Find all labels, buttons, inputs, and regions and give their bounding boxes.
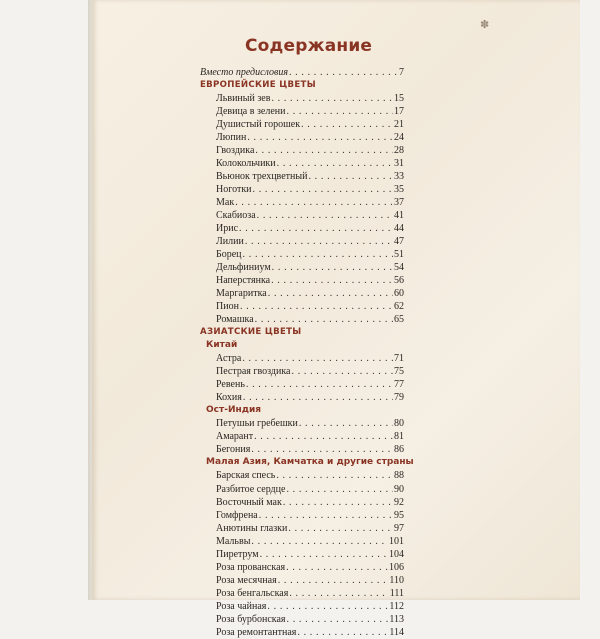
toc-leader-dots — [259, 509, 393, 522]
toc-leader-dots — [243, 248, 393, 261]
toc-entry-page: 28 — [394, 145, 404, 157]
toc-entry-label: Ревень — [216, 379, 245, 391]
toc-entry-label: Наперстянка — [216, 275, 271, 287]
toc-leader-dots — [271, 274, 393, 287]
toc-entry-label: Дельфиниум — [216, 262, 271, 274]
china-list — [200, 352, 404, 404]
toc-leader-dots — [243, 391, 393, 404]
toc-entry-label: Борец — [216, 249, 242, 261]
toc-entry-page: 71 — [394, 353, 404, 365]
toc-entry-label: Роза чайная — [216, 600, 267, 612]
toc-entry — [200, 378, 404, 391]
toc-leader-dots — [286, 561, 388, 574]
toc-leader-dots — [260, 548, 388, 561]
toc-entry-label: Мак — [216, 197, 235, 209]
toc-entry — [200, 430, 404, 443]
toc-entry-page: 110 — [389, 574, 404, 586]
toc-leader-dots — [251, 443, 393, 456]
toc-entry-page: 90 — [394, 483, 404, 495]
toc-entry-page: 31 — [394, 158, 404, 170]
toc-leader-dots — [299, 417, 393, 430]
toc-entry-page: 44 — [394, 223, 404, 235]
toc-entry-page: 79 — [394, 392, 404, 404]
toc-leader-dots — [255, 144, 393, 157]
toc-entry-label: Колокольчики — [216, 158, 276, 170]
toc-entry-page: 95 — [394, 509, 404, 521]
toc-leader-dots — [242, 352, 393, 365]
toc-entry-page: 65 — [394, 314, 404, 326]
toc-entry — [200, 600, 404, 613]
toc-entry-label: Роза бурбонская — [216, 613, 286, 625]
toc-entry-label: Ноготки — [216, 184, 252, 196]
toc-leader-dots — [257, 209, 393, 222]
toc-entry — [200, 613, 404, 626]
toc-leader-dots — [289, 66, 398, 79]
toc-entry — [200, 287, 404, 300]
toc-leader-dots — [286, 483, 393, 496]
toc-entry-intro — [200, 66, 404, 79]
toc-leader-dots — [240, 300, 393, 313]
toc-entry — [200, 483, 404, 496]
toc-entry-label: Ирис — [216, 223, 239, 235]
toc-entry-label: Вьюнок трехцветный — [216, 171, 308, 183]
toc-entry-label: Роза прованская — [216, 561, 286, 573]
toc-entry-page: 92 — [394, 496, 404, 508]
toc-leader-dots — [254, 430, 393, 443]
east-indies-list — [200, 417, 404, 456]
toc-entry — [200, 222, 404, 235]
toc-leader-dots — [288, 522, 393, 535]
toc-entry — [200, 313, 404, 326]
subsection-heading-east-indies: Ост-Индия — [206, 405, 262, 416]
toc-leader-dots — [271, 92, 393, 105]
toc-entry-label: Маргаритка — [216, 288, 267, 300]
toc-entry-label: Бегония — [216, 444, 251, 456]
toc-entry-label: Душистый горошек — [216, 119, 301, 131]
toc-leader-dots — [246, 378, 393, 391]
toc-entry — [200, 274, 404, 287]
toc-entry — [200, 626, 404, 639]
toc-entry-page: 101 — [389, 535, 404, 547]
toc-leader-dots — [239, 222, 393, 235]
toc-entry-label: Анютины глазки — [216, 522, 288, 534]
toc-leader-dots — [245, 235, 393, 248]
toc-entry-page: 77 — [394, 379, 404, 391]
table-of-contents — [200, 66, 414, 639]
toc-entry — [200, 170, 404, 183]
toc-entry-page: 106 — [389, 561, 404, 573]
toc-entry-page: 7 — [399, 67, 404, 78]
toc-entry-label: Девица в зелени — [216, 106, 286, 118]
toc-entry-page: 37 — [394, 197, 404, 209]
toc-entry — [200, 157, 404, 170]
toc-entry-page: 56 — [394, 275, 404, 287]
toc-entry-label: Роза месячная — [216, 574, 277, 586]
toc-entry-page: 54 — [394, 262, 404, 274]
toc-entry-page: 114 — [389, 626, 404, 638]
toc-entry-label: Восточный мак — [216, 496, 282, 508]
toc-entry-label: Гомфрена — [216, 509, 258, 521]
toc-entry — [200, 92, 404, 105]
toc-entry-page: 60 — [394, 288, 404, 300]
toc-entry — [200, 261, 404, 274]
toc-entry — [200, 352, 404, 365]
toc-entry-label: Роза ремонтантная — [216, 626, 297, 638]
toc-leader-dots — [292, 365, 394, 378]
toc-leader-dots — [287, 613, 389, 626]
toc-entry — [200, 535, 404, 548]
toc-leader-dots — [272, 261, 393, 274]
toc-leader-dots — [253, 183, 393, 196]
toc-entry-label: Пиретрум — [216, 548, 259, 560]
toc-entry-label: Петушьи гребешки — [216, 418, 298, 430]
ornament-icon: ✽ — [480, 19, 490, 31]
toc-entry — [200, 587, 404, 600]
toc-leader-dots — [255, 313, 393, 326]
toc-entry-page: 24 — [394, 132, 404, 144]
toc-leader-dots — [308, 170, 393, 183]
toc-leader-dots — [251, 535, 388, 548]
toc-entry-page: 113 — [389, 613, 404, 625]
toc-entry-label: Барская спесь — [216, 470, 276, 482]
toc-entry-label: Разбитое сердце — [216, 483, 286, 495]
toc-entry-page: 33 — [394, 171, 404, 183]
toc-entry — [200, 209, 404, 222]
toc-entry-label: Пестрая гвоздика — [216, 366, 291, 378]
toc-entry — [200, 574, 404, 587]
section-heading-european: ЕВРОПЕЙСКИЕ ЦВЕТЫ — [200, 80, 316, 91]
toc-entry-page: 51 — [394, 249, 404, 261]
toc-entry — [200, 522, 404, 535]
page-title: Содержание — [245, 36, 373, 56]
toc-entry — [200, 196, 404, 209]
toc-entry-label: Роза бенгальская — [216, 587, 289, 599]
toc-entry — [200, 183, 404, 196]
toc-entry-page: 86 — [394, 444, 404, 456]
toc-leader-dots — [287, 105, 394, 118]
toc-entry — [200, 248, 404, 261]
toc-entry-label: Вместо предисловия — [200, 67, 288, 78]
toc-leader-dots — [297, 626, 388, 639]
toc-leader-dots — [267, 600, 388, 613]
toc-entry-page: 62 — [394, 301, 404, 313]
toc-entry-label: Мальвы — [216, 535, 251, 547]
toc-entry-label: Ромашка — [216, 314, 254, 326]
section-heading-asian: АЗИАТСКИЕ ЦВЕТЫ — [200, 327, 302, 338]
toc-entry-page: 97 — [394, 522, 404, 534]
toc-leader-dots — [276, 469, 393, 482]
toc-leader-dots — [278, 574, 389, 587]
toc-leader-dots — [235, 196, 393, 209]
toc-leader-dots — [268, 287, 393, 300]
toc-entry — [200, 391, 404, 404]
toc-entry — [200, 417, 404, 430]
toc-entry-page: 15 — [394, 93, 404, 105]
toc-entry-page: 104 — [389, 548, 404, 560]
toc-entry-page: 35 — [394, 184, 404, 196]
toc-leader-dots — [277, 157, 393, 170]
toc-entry — [200, 300, 404, 313]
toc-entry-label: Лилии — [216, 236, 244, 248]
toc-entry — [200, 118, 404, 131]
toc-entry — [200, 443, 404, 456]
toc-entry-label: Гвоздика — [216, 145, 255, 157]
subsection-heading-asia-minor: Малая Азия, Камчатка и другие страны — [206, 457, 414, 468]
toc-entry — [200, 235, 404, 248]
toc-entry-page: 75 — [394, 366, 404, 378]
toc-entry-label: Львиный зев — [216, 93, 271, 105]
european-list — [200, 92, 404, 326]
toc-entry-label: Астра — [216, 353, 242, 365]
toc-entry — [200, 548, 404, 561]
toc-entry-page: 80 — [394, 418, 404, 430]
asia-minor-list — [200, 469, 404, 638]
toc-entry-label: Скабиоза — [216, 210, 256, 222]
toc-entry — [200, 131, 404, 144]
toc-entry-label: Пион — [216, 301, 239, 313]
toc-entry-label: Амарант — [216, 431, 254, 443]
toc-entry — [200, 509, 404, 522]
toc-entry-page: 111 — [389, 587, 404, 599]
subsection-heading-china: Китай — [206, 340, 238, 351]
toc-entry — [200, 496, 404, 509]
toc-entry — [200, 469, 404, 482]
toc-entry-label: Люпин — [216, 132, 247, 144]
toc-entry-label: Кохия — [216, 392, 242, 404]
toc-leader-dots — [283, 496, 393, 509]
toc-entry-page: 17 — [394, 106, 404, 118]
toc-entry-page: 47 — [394, 236, 404, 248]
toc-entry-page: 88 — [394, 470, 404, 482]
toc-entry — [200, 365, 404, 378]
toc-entry-page: 81 — [394, 431, 404, 443]
toc-entry — [200, 144, 404, 157]
toc-leader-dots — [247, 131, 393, 144]
toc-entry — [200, 105, 404, 118]
toc-entry-page: 41 — [394, 210, 404, 222]
toc-entry-page: 112 — [389, 600, 404, 612]
toc-leader-dots — [301, 118, 393, 131]
toc-leader-dots — [289, 587, 388, 600]
toc-entry-page: 21 — [394, 119, 404, 131]
toc-entry — [200, 561, 404, 574]
